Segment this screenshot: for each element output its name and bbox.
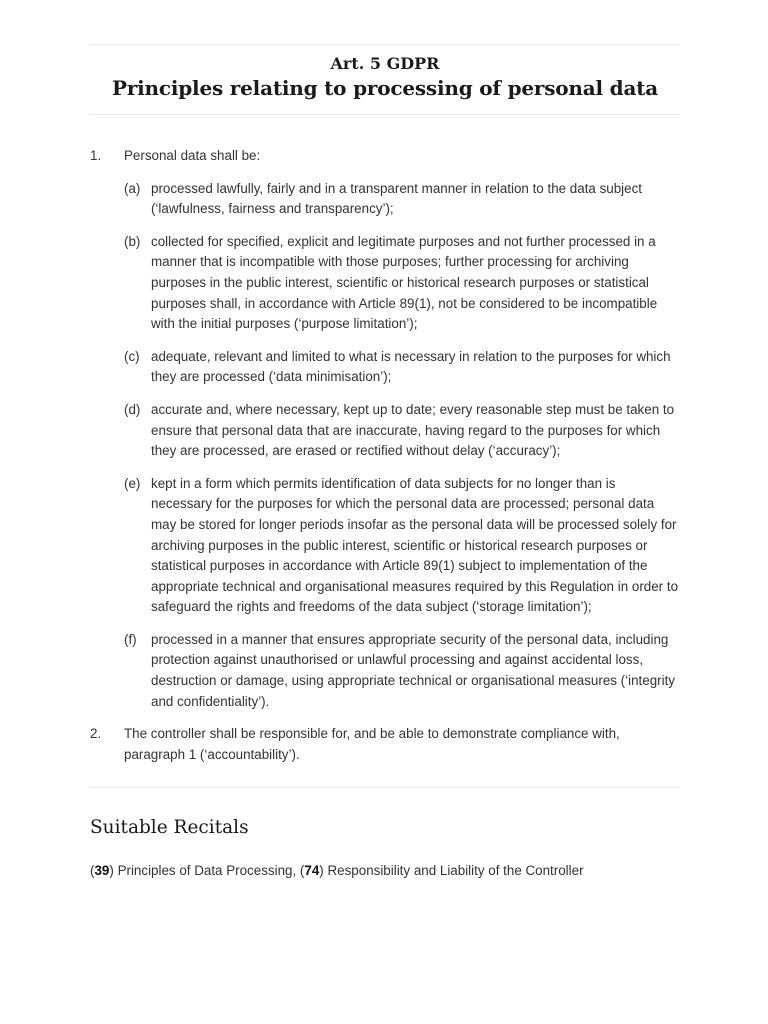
list-item-text: collected for specified, explicit and legitimate purposes and not further processed in a manner that is incompatible with those purposes; further processing for archiving purposes in the public interest, scientific or historical research purposes or statistical purposes shall, in accordance with Article 89(1), not be considered to be incompatible with the initial purposes (‘purpose limitation’); [151,233,658,332]
paragraph-number: 1. [90,148,102,163]
list-item-text: kept in a form which permits identification of data subjects for no longer than is necessary for the purposes for which the personal data are processed; personal data may be stored for longer periods insofar as the personal data will be processed solely for archiving purposes in the public interest, scientific or historical research purposes or statistical purposes in accordance with Article 89(1) subject to implementation of the appropriate technical and organisational measures required by this Regulation in order to safeguard the rights and freedoms of the data subject (‘storage limitation’); [151,475,679,615]
list-item-text: adequate, relevant and limited to what is necessary in relation to the purposes for which they are processed (‘data minimisation’); [151,348,671,385]
article-header [90,45,680,114]
article-title: Principles relating to processing of personal data [111,76,659,100]
paragraph-1 [90,146,680,712]
list-item-text: processed lawfully, fairly and in a transparent manner in relation to the data subject (‘lawfulness, fairness and transparency’); [151,180,643,217]
list-item-label: (c) [124,348,140,364]
list-item-label: (a) [124,180,141,196]
list-item-f [124,630,680,712]
list-item-d [124,400,680,462]
list-item-a [124,179,680,220]
paragraph-text: The controller shall be responsible for, and be able to demonstrate compliance with, paragraph 1 (‘accountability’). [124,726,620,762]
recitals-heading: Suitable Recitals [90,817,249,839]
list-item-text: processed in a manner that ensures appropriate security of the personal data, including protection against unauthorised or unlawful processing and against accidental loss, destruction or damage, using appropriate technical or organisational measures (‘integrity and confidentiality’). [151,631,676,709]
recitals-divider [90,787,680,788]
recital-link-74[interactable]: 74) Responsibility and Liability of the Controller [304,863,584,879]
paragraph-number: 2. [90,726,102,742]
list-item-label: (f) [124,631,137,647]
list-item-label: (b) [124,233,141,249]
list-item-c [124,347,680,388]
article-number: Art. 5 GDPR [330,54,440,73]
list-item-label: (e) [124,475,141,491]
list-item-e [124,474,680,618]
recital-link-39[interactable]: 39) Principles of Data Processing [94,863,293,879]
article-body [90,146,680,765]
recitals-list: (39) Principles of Data Processing, (74) Responsibility and Liability of the Controller [90,863,584,879]
header-divider [90,114,680,115]
article-page [90,0,680,881]
list-item-b [124,232,680,335]
list-item-label: (d) [124,401,141,417]
paragraph-text: Personal data shall be: [124,148,261,163]
paragraph-2 [90,724,680,765]
recitals-section [90,816,680,881]
list-item-text: accurate and, where necessary, kept up to date; every reasonable step must be taken to ensure that personal data that are inaccurate, having regard to the purposes for which they are processed, are erased or rectified without delay (‘accuracy’); [151,401,675,459]
